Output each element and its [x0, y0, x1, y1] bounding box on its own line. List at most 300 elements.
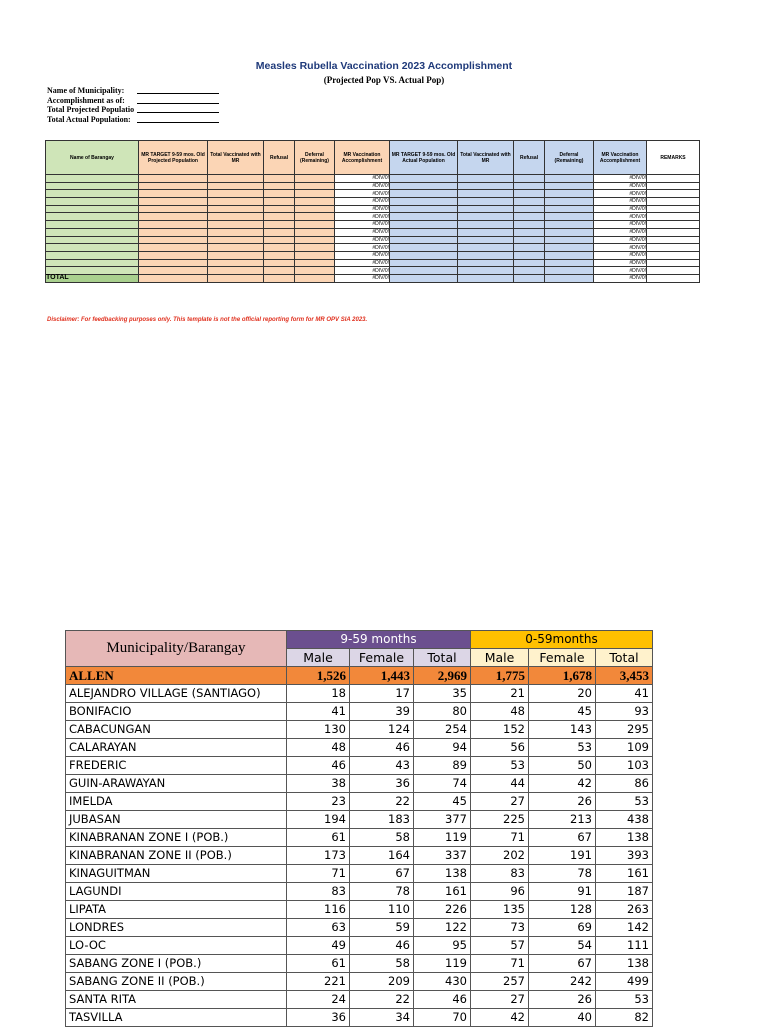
input-cell[interactable]	[390, 175, 458, 183]
value-cell: 45	[414, 793, 471, 811]
field-input-line[interactable]	[137, 115, 219, 123]
input-cell[interactable]	[46, 205, 139, 213]
value-cell: 209	[350, 973, 414, 991]
municipality-total-row	[66, 667, 653, 685]
accomplishment-cell[interactable]: #DIV/0!	[594, 213, 647, 221]
disclaimer: Disclaimer: For feedbacking purposes only. This template is not the official reporting form for MR OPV SIA 2023.	[47, 317, 368, 323]
value-cell: 22	[350, 793, 414, 811]
value-cell: 36	[350, 775, 414, 793]
value-cell: 46	[350, 937, 414, 955]
input-cell[interactable]	[514, 244, 545, 252]
value-cell: 71	[287, 865, 350, 883]
value-cell: 83	[471, 865, 529, 883]
accomplishment-cell[interactable]: #DIV/0!	[335, 259, 390, 267]
accomplishment-cell[interactable]: #DIV/0!	[594, 175, 647, 183]
input-cell[interactable]	[208, 221, 264, 229]
total-cell	[458, 274, 514, 282]
input-cell[interactable]	[139, 213, 208, 221]
accomplishment-header-row	[46, 141, 700, 175]
sub-header: Male	[287, 649, 350, 667]
input-cell[interactable]	[390, 259, 458, 267]
input-cell[interactable]	[139, 244, 208, 252]
accomplishment-cell[interactable]: #DIV/0!	[594, 244, 647, 252]
sub-header: Male	[471, 649, 529, 667]
input-cell[interactable]	[264, 236, 295, 244]
input-cell[interactable]	[264, 221, 295, 229]
input-cell[interactable]	[458, 267, 514, 275]
field-label: Total Actual Population:	[47, 114, 131, 124]
input-cell[interactable]	[647, 221, 700, 229]
input-cell[interactable]	[208, 182, 264, 190]
accomplishment-row	[46, 175, 700, 183]
barangay-row	[66, 847, 653, 865]
input-cell[interactable]	[295, 267, 335, 275]
input-cell[interactable]	[46, 175, 139, 183]
barangay-name: KINABRANAN ZONE I (POB.)	[66, 829, 287, 847]
value-cell: 53	[529, 739, 596, 757]
input-cell[interactable]	[647, 198, 700, 206]
accomplishment-cell[interactable]: #DIV/0!	[335, 267, 390, 275]
input-cell[interactable]	[545, 259, 594, 267]
input-cell[interactable]	[545, 221, 594, 229]
input-cell[interactable]	[514, 251, 545, 259]
input-cell[interactable]	[295, 205, 335, 213]
value-cell: 74	[414, 775, 471, 793]
input-cell[interactable]	[545, 205, 594, 213]
input-cell[interactable]	[390, 244, 458, 252]
input-cell[interactable]	[458, 182, 514, 190]
input-cell[interactable]	[208, 190, 264, 198]
input-cell[interactable]	[139, 228, 208, 236]
value-cell: 26	[529, 793, 596, 811]
input-cell[interactable]	[647, 228, 700, 236]
municipality-name: ALLEN	[66, 667, 287, 685]
barangay-row	[66, 901, 653, 919]
value-cell: 152	[471, 721, 529, 739]
input-cell[interactable]	[390, 236, 458, 244]
input-cell[interactable]	[458, 205, 514, 213]
value-cell: 53	[471, 757, 529, 775]
barangay-row	[66, 685, 653, 703]
input-cell[interactable]	[139, 236, 208, 244]
value-cell: 56	[471, 739, 529, 757]
input-cell[interactable]	[46, 190, 139, 198]
input-cell[interactable]	[514, 182, 545, 190]
barangay-row	[66, 703, 653, 721]
input-cell[interactable]	[647, 205, 700, 213]
accomplishment-cell[interactable]: #DIV/0!	[594, 198, 647, 206]
input-cell[interactable]	[295, 236, 335, 244]
value-cell: 71	[471, 829, 529, 847]
value-cell: 18	[287, 685, 350, 703]
accomplishment-cell[interactable]: #DIV/0!	[594, 221, 647, 229]
input-cell[interactable]	[458, 213, 514, 221]
accomplishment-cell[interactable]: #DIV/0!	[335, 198, 390, 206]
input-cell[interactable]	[264, 213, 295, 221]
total-cell	[390, 274, 458, 282]
input-cell[interactable]	[514, 228, 545, 236]
value-cell: 21	[471, 685, 529, 703]
value-cell: 226	[414, 901, 471, 919]
value-cell: 94	[414, 739, 471, 757]
accomplishment-row	[46, 190, 700, 198]
barangay-row	[66, 811, 653, 829]
input-cell[interactable]	[390, 251, 458, 259]
value-cell: 46	[350, 739, 414, 757]
accomplishment-cell[interactable]: #DIV/0!	[335, 205, 390, 213]
accomplishment-cell[interactable]: #DIV/0!	[335, 236, 390, 244]
input-cell[interactable]	[46, 236, 139, 244]
value-cell: 110	[350, 901, 414, 919]
input-cell[interactable]	[647, 251, 700, 259]
input-cell[interactable]	[458, 236, 514, 244]
field-actual-population	[47, 115, 219, 125]
input-cell[interactable]	[264, 228, 295, 236]
input-cell[interactable]	[46, 221, 139, 229]
value-cell: 119	[414, 829, 471, 847]
input-cell[interactable]	[545, 228, 594, 236]
input-cell[interactable]	[647, 175, 700, 183]
input-cell[interactable]	[208, 259, 264, 267]
input-cell[interactable]	[514, 236, 545, 244]
barangay-name: SANTA RITA	[66, 991, 287, 1009]
input-cell[interactable]	[458, 244, 514, 252]
value-cell: 44	[471, 775, 529, 793]
accomplishment-row	[46, 198, 700, 206]
sub-header: Female	[350, 649, 414, 667]
value-cell: 61	[287, 829, 350, 847]
input-cell[interactable]	[514, 213, 545, 221]
value-cell: 103	[596, 757, 653, 775]
input-cell[interactable]	[545, 175, 594, 183]
input-cell[interactable]	[458, 198, 514, 206]
value-cell: 393	[596, 847, 653, 865]
input-cell[interactable]	[295, 251, 335, 259]
accomplishment-cell[interactable]: #DIV/0!	[335, 228, 390, 236]
input-cell[interactable]	[514, 198, 545, 206]
input-cell[interactable]	[545, 182, 594, 190]
value-cell: 202	[471, 847, 529, 865]
accomplishment-cell[interactable]: #DIV/0!	[335, 244, 390, 252]
accomplishment-cell[interactable]: #DIV/0!	[594, 190, 647, 198]
input-cell[interactable]	[139, 205, 208, 213]
value-cell: 46	[414, 991, 471, 1009]
total-cell	[264, 274, 295, 282]
input-cell[interactable]	[545, 198, 594, 206]
input-cell[interactable]	[295, 198, 335, 206]
accomplishment-cell[interactable]: #DIV/0!	[335, 251, 390, 259]
input-cell[interactable]	[390, 205, 458, 213]
input-cell[interactable]	[208, 267, 264, 275]
value-cell: 34	[350, 1009, 414, 1027]
accomplishment-cell[interactable]: #DIV/0!	[335, 221, 390, 229]
input-cell[interactable]	[264, 251, 295, 259]
sub-header: Total	[596, 649, 653, 667]
accomplishment-total-row	[46, 274, 700, 282]
value-cell: 67	[529, 829, 596, 847]
accomplishment-cell[interactable]: #DIV/0!	[594, 236, 647, 244]
barangay-name: ALEJANDRO VILLAGE (SANTIAGO)	[66, 685, 287, 703]
input-cell[interactable]	[139, 221, 208, 229]
value-cell: 42	[471, 1009, 529, 1027]
col-header: Total Vaccinated with MR	[208, 141, 264, 175]
value-cell: 45	[529, 703, 596, 721]
value-cell: 93	[596, 703, 653, 721]
col-header: MR TARGET 9-59 mos. Old Actual Population	[390, 141, 458, 175]
value-cell: 164	[350, 847, 414, 865]
value-cell: 41	[596, 685, 653, 703]
input-cell[interactable]	[545, 213, 594, 221]
barangay-row	[66, 883, 653, 901]
value-cell: 41	[287, 703, 350, 721]
input-cell[interactable]	[647, 236, 700, 244]
accomplishment-row	[46, 259, 700, 267]
value-cell: 135	[471, 901, 529, 919]
input-cell[interactable]	[458, 228, 514, 236]
input-cell[interactable]	[46, 228, 139, 236]
input-cell[interactable]	[647, 190, 700, 198]
col-header: MR TARGET 9-59 mos. Old Projected Population	[139, 141, 208, 175]
input-cell[interactable]	[46, 198, 139, 206]
value-cell: 48	[287, 739, 350, 757]
barangay-row	[66, 937, 653, 955]
value-cell: 337	[414, 847, 471, 865]
value-cell: 1,678	[529, 667, 596, 685]
input-cell[interactable]	[647, 259, 700, 267]
input-cell[interactable]	[264, 205, 295, 213]
form-info-block	[47, 86, 219, 124]
value-cell: 377	[414, 811, 471, 829]
col-header: Refusal	[264, 141, 295, 175]
input-cell[interactable]	[458, 190, 514, 198]
value-cell: 24	[287, 991, 350, 1009]
field-input-line[interactable]	[137, 96, 219, 104]
total-accomplishment-cell: #DIV/0!	[594, 274, 647, 282]
input-cell[interactable]	[208, 228, 264, 236]
value-cell: 73	[471, 919, 529, 937]
barangay-row	[66, 721, 653, 739]
barangay-row	[66, 793, 653, 811]
input-cell[interactable]	[514, 205, 545, 213]
accomplishment-cell[interactable]: #DIV/0!	[594, 228, 647, 236]
input-cell[interactable]	[46, 259, 139, 267]
age-group-0-59-header: 0-59months	[471, 631, 653, 649]
accomplishment-cell[interactable]: #DIV/0!	[594, 182, 647, 190]
field-projected-population	[47, 105, 219, 115]
value-cell: 49	[287, 937, 350, 955]
input-cell[interactable]	[139, 190, 208, 198]
input-cell[interactable]	[458, 175, 514, 183]
barangay-name: BONIFACIO	[66, 703, 287, 721]
value-cell: 89	[414, 757, 471, 775]
input-cell[interactable]	[46, 267, 139, 275]
input-cell[interactable]	[46, 244, 139, 252]
input-cell[interactable]	[647, 213, 700, 221]
input-cell[interactable]	[545, 244, 594, 252]
value-cell: 58	[350, 955, 414, 973]
input-cell[interactable]	[208, 205, 264, 213]
input-cell[interactable]	[458, 221, 514, 229]
input-cell[interactable]	[458, 259, 514, 267]
value-cell: 119	[414, 955, 471, 973]
input-cell[interactable]	[390, 198, 458, 206]
col-header: REMARKS	[647, 141, 700, 175]
accomplishment-cell[interactable]: #DIV/0!	[335, 175, 390, 183]
value-cell: 254	[414, 721, 471, 739]
input-cell[interactable]	[545, 190, 594, 198]
col-header: Name of Barangay	[46, 141, 139, 175]
input-cell[interactable]	[139, 267, 208, 275]
input-cell[interactable]	[390, 267, 458, 275]
value-cell: 61	[287, 955, 350, 973]
value-cell: 26	[529, 991, 596, 1009]
input-cell[interactable]	[647, 244, 700, 252]
total-cell	[545, 274, 594, 282]
barangay-row	[66, 739, 653, 757]
input-cell[interactable]	[647, 267, 700, 275]
input-cell[interactable]	[139, 175, 208, 183]
accomplishment-row	[46, 244, 700, 252]
input-cell[interactable]	[264, 198, 295, 206]
barangay-name: TASVILLA	[66, 1009, 287, 1027]
input-cell[interactable]	[208, 213, 264, 221]
value-cell: 161	[596, 865, 653, 883]
value-cell: 96	[471, 883, 529, 901]
accomplishment-cell[interactable]: #DIV/0!	[594, 251, 647, 259]
accomplishment-row	[46, 251, 700, 259]
input-cell[interactable]	[139, 251, 208, 259]
input-cell[interactable]	[295, 221, 335, 229]
accomplishment-row	[46, 267, 700, 275]
input-cell[interactable]	[264, 267, 295, 275]
barangay-row	[66, 829, 653, 847]
input-cell[interactable]	[545, 251, 594, 259]
input-cell[interactable]	[295, 182, 335, 190]
value-cell: 40	[529, 1009, 596, 1027]
input-cell[interactable]	[390, 190, 458, 198]
input-cell[interactable]	[295, 190, 335, 198]
input-cell[interactable]	[208, 244, 264, 252]
value-cell: 263	[596, 901, 653, 919]
accomplishment-cell[interactable]: #DIV/0!	[335, 190, 390, 198]
accomplishment-cell[interactable]: #DIV/0!	[335, 213, 390, 221]
total-label: TOTAL	[46, 274, 139, 282]
total-cell	[295, 274, 335, 282]
total-cell	[514, 274, 545, 282]
accomplishment-cell[interactable]: #DIV/0!	[594, 267, 647, 275]
input-cell[interactable]	[139, 182, 208, 190]
field-input-line[interactable]	[137, 105, 219, 113]
input-cell[interactable]	[139, 198, 208, 206]
barangay-name: CABACUNGAN	[66, 721, 287, 739]
accomplishment-row	[46, 213, 700, 221]
input-cell[interactable]	[514, 190, 545, 198]
input-cell[interactable]	[647, 182, 700, 190]
input-cell[interactable]	[295, 213, 335, 221]
sub-header: Total	[414, 649, 471, 667]
barangay-name: FREDERIC	[66, 757, 287, 775]
input-cell[interactable]	[390, 221, 458, 229]
input-cell[interactable]	[208, 175, 264, 183]
total-cell	[647, 274, 700, 282]
value-cell: 194	[287, 811, 350, 829]
value-cell: 295	[596, 721, 653, 739]
input-cell[interactable]	[545, 267, 594, 275]
value-cell: 1,775	[471, 667, 529, 685]
value-cell: 80	[414, 703, 471, 721]
accomplishment-row	[46, 228, 700, 236]
input-cell[interactable]	[295, 259, 335, 267]
value-cell: 42	[529, 775, 596, 793]
input-cell[interactable]	[390, 182, 458, 190]
input-cell[interactable]	[514, 259, 545, 267]
field-label: Name of Municipality:	[47, 86, 125, 95]
input-cell[interactable]	[46, 251, 139, 259]
field-input-line[interactable]	[137, 86, 219, 94]
input-cell[interactable]	[208, 198, 264, 206]
input-cell[interactable]	[458, 251, 514, 259]
input-cell[interactable]	[264, 244, 295, 252]
value-cell: 213	[529, 811, 596, 829]
accomplishment-row	[46, 205, 700, 213]
value-cell: 430	[414, 973, 471, 991]
value-cell: 2,969	[414, 667, 471, 685]
value-cell: 27	[471, 793, 529, 811]
value-cell: 3,453	[596, 667, 653, 685]
input-cell[interactable]	[390, 213, 458, 221]
input-cell[interactable]	[545, 236, 594, 244]
input-cell[interactable]	[46, 213, 139, 221]
input-cell[interactable]	[514, 267, 545, 275]
barangay-name: SABANG ZONE I (POB.)	[66, 955, 287, 973]
value-cell: 46	[287, 757, 350, 775]
barangay-name: KINAGUITMAN	[66, 865, 287, 883]
input-cell[interactable]	[514, 221, 545, 229]
barangay-row	[66, 955, 653, 973]
value-cell: 53	[596, 991, 653, 1009]
input-cell[interactable]	[514, 175, 545, 183]
value-cell: 59	[350, 919, 414, 937]
input-cell[interactable]	[295, 175, 335, 183]
value-cell: 48	[471, 703, 529, 721]
input-cell[interactable]	[264, 259, 295, 267]
field-label: Accomplishment as of:	[47, 95, 125, 105]
value-cell: 1,443	[350, 667, 414, 685]
accomplishment-cell[interactable]: #DIV/0!	[594, 205, 647, 213]
input-cell[interactable]	[264, 190, 295, 198]
population-table	[65, 630, 653, 1027]
input-cell[interactable]	[264, 182, 295, 190]
accomplishment-cell[interactable]: #DIV/0!	[594, 259, 647, 267]
input-cell[interactable]	[139, 259, 208, 267]
input-cell[interactable]	[390, 228, 458, 236]
col-header: MR Vaccination Accomplishment	[335, 141, 390, 175]
value-cell: 58	[350, 829, 414, 847]
input-cell[interactable]	[208, 236, 264, 244]
input-cell[interactable]	[295, 228, 335, 236]
value-cell: 54	[529, 937, 596, 955]
input-cell[interactable]	[46, 182, 139, 190]
total-cell	[208, 274, 264, 282]
value-cell: 27	[471, 991, 529, 1009]
value-cell: 39	[350, 703, 414, 721]
accomplishment-cell[interactable]: #DIV/0!	[335, 182, 390, 190]
input-cell[interactable]	[264, 175, 295, 183]
value-cell: 82	[596, 1009, 653, 1027]
input-cell[interactable]	[208, 251, 264, 259]
value-cell: 122	[414, 919, 471, 937]
input-cell[interactable]	[295, 244, 335, 252]
